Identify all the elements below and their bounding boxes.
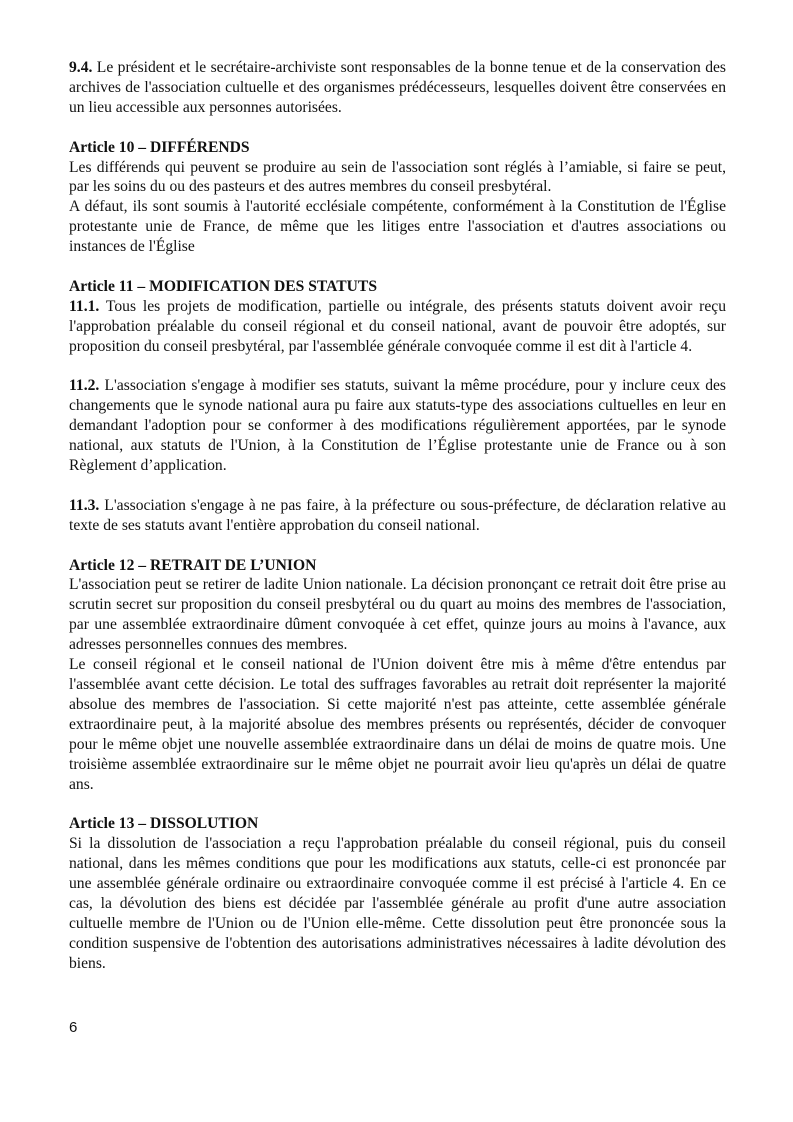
spacer: [69, 794, 726, 814]
article-12-heading: Article 12 – RETRAIT DE L’UNION: [69, 556, 317, 574]
section-9-4: [69, 58, 726, 118]
article-11-heading: Article 11 – MODIFICATION DES STATUTS: [69, 277, 377, 295]
section-11-3: [69, 496, 726, 536]
article-10-heading: Article 10 – DIFFÉRENDS: [69, 138, 250, 156]
article-13-paragraph: Si la dissolution de l'association a reçu l'approbation préalable du conseil régional, puis du conseil national, dans les mêmes conditions que pour les modifications aux statuts, celle-ci est prononcée par une assemblée générale ordinaire ou extraordinaire convoquée comme il est précisé à l'article 4. En ce cas, la dévolution des biens est décidée par l'assemblée générale au profit d'une autre association cultuelle membre de l'Union ou de l'Union elle-même. Cette dissolution peut être prononcée sous la condition suspensive de l'obtention des autorisations administratives nécessaires à ladite dévolution des biens.: [69, 835, 726, 972]
section-11-2: [69, 376, 726, 476]
article-10-paragraph: A défaut, ils sont soumis à l'autorité ecclésiale compétente, conformément à la Constitution de l'Église protestante unie de France, de même que les litiges entre l'association et d'autres associations ou instances de l'Église: [69, 198, 726, 256]
document-page: [69, 58, 726, 974]
spacer: [69, 536, 726, 556]
section-text: L'association s'engage à modifier ses statuts, suivant la même procédure, pour y inclure ceux des changements que le synode national aura pu faire aux statuts-type des associations cultuelles en leur en demandant l'adoption pour se conformer à des modifications régulièrement apportées, par le synode national, aux statuts de l'Union, à la Constitution de l’Église protestante unie de France ou à son Règlement d’application.: [69, 377, 726, 475]
article-12-paragraph: Le conseil régional et le conseil national de l'Union doivent être mis à même d'être entendus par l'assemblée avant cette décision. Le total des suffrages favorables au retrait doit représenter la majorité absolue des membres de l'association. Si cette majorité n'est pas atteinte, cette assemblée générale extraordinaire peut, à la majorité absolue des membres présents ou représentés, décider de convoquer pour le même objet une nouvelle assemblée extraordinaire dans un délai de moins de quatre mois. Une troisième assemblée extraordinaire sur le même objet ne pourrait avoir lieu qu'après un délai de quatre ans.: [69, 656, 726, 793]
article-10-paragraph: Les différends qui peuvent se produire au sein de l'association sont réglés à l’amiable, si faire se peut, par les soins du ou des pasteurs et des autres membres du conseil presbytéral.: [69, 158, 726, 196]
section-text: Tous les projets de modification, partielle ou intégrale, des présents statuts doivent avoir reçu l'approbation préalable du conseil régional et du conseil national, avant de pouvoir être adoptés, sur proposition du conseil presbytéral, par l'assemblée générale convoquée comme il est dit à l'article 4.: [69, 297, 726, 355]
article-12-paragraph: L'association peut se retirer de ladite Union nationale. La décision prononçant ce retrait doit être prise au scrutin secret sur proposition du conseil presbytéral ou du quart au moins des membres de l'association, par une assemblée extraordinaire dûment convoquée à cet effet, quinze jours au moins à l'avance, aux adresses personnelles connues des membres.: [69, 576, 726, 654]
section-number: 11.2.: [69, 377, 100, 395]
spacer: [69, 357, 726, 377]
section-number: 9.4.: [69, 59, 93, 76]
section-number: 11.3.: [69, 496, 100, 514]
section-11-1: [69, 297, 726, 357]
section-number: 11.1.: [69, 297, 100, 315]
spacer: [69, 476, 726, 496]
page-number: 6: [69, 1019, 78, 1036]
spacer: [69, 257, 726, 277]
article-13-heading: Article 13 – DISSOLUTION: [69, 815, 259, 833]
section-text: L'association s'engage à ne pas faire, à la préfecture ou sous-préfecture, de déclaration relative au texte de ses statuts avant l'entière approbation du conseil national.: [69, 496, 726, 534]
section-text: Le président et le secrétaire-archiviste sont responsables de la bonne tenue et de la conservation des archives de l'association cultuelle et des organismes prédécesseurs, lesquelles doivent être conservées en un lieu accessible aux personnes autorisées.: [69, 59, 726, 116]
spacer: [69, 118, 726, 138]
